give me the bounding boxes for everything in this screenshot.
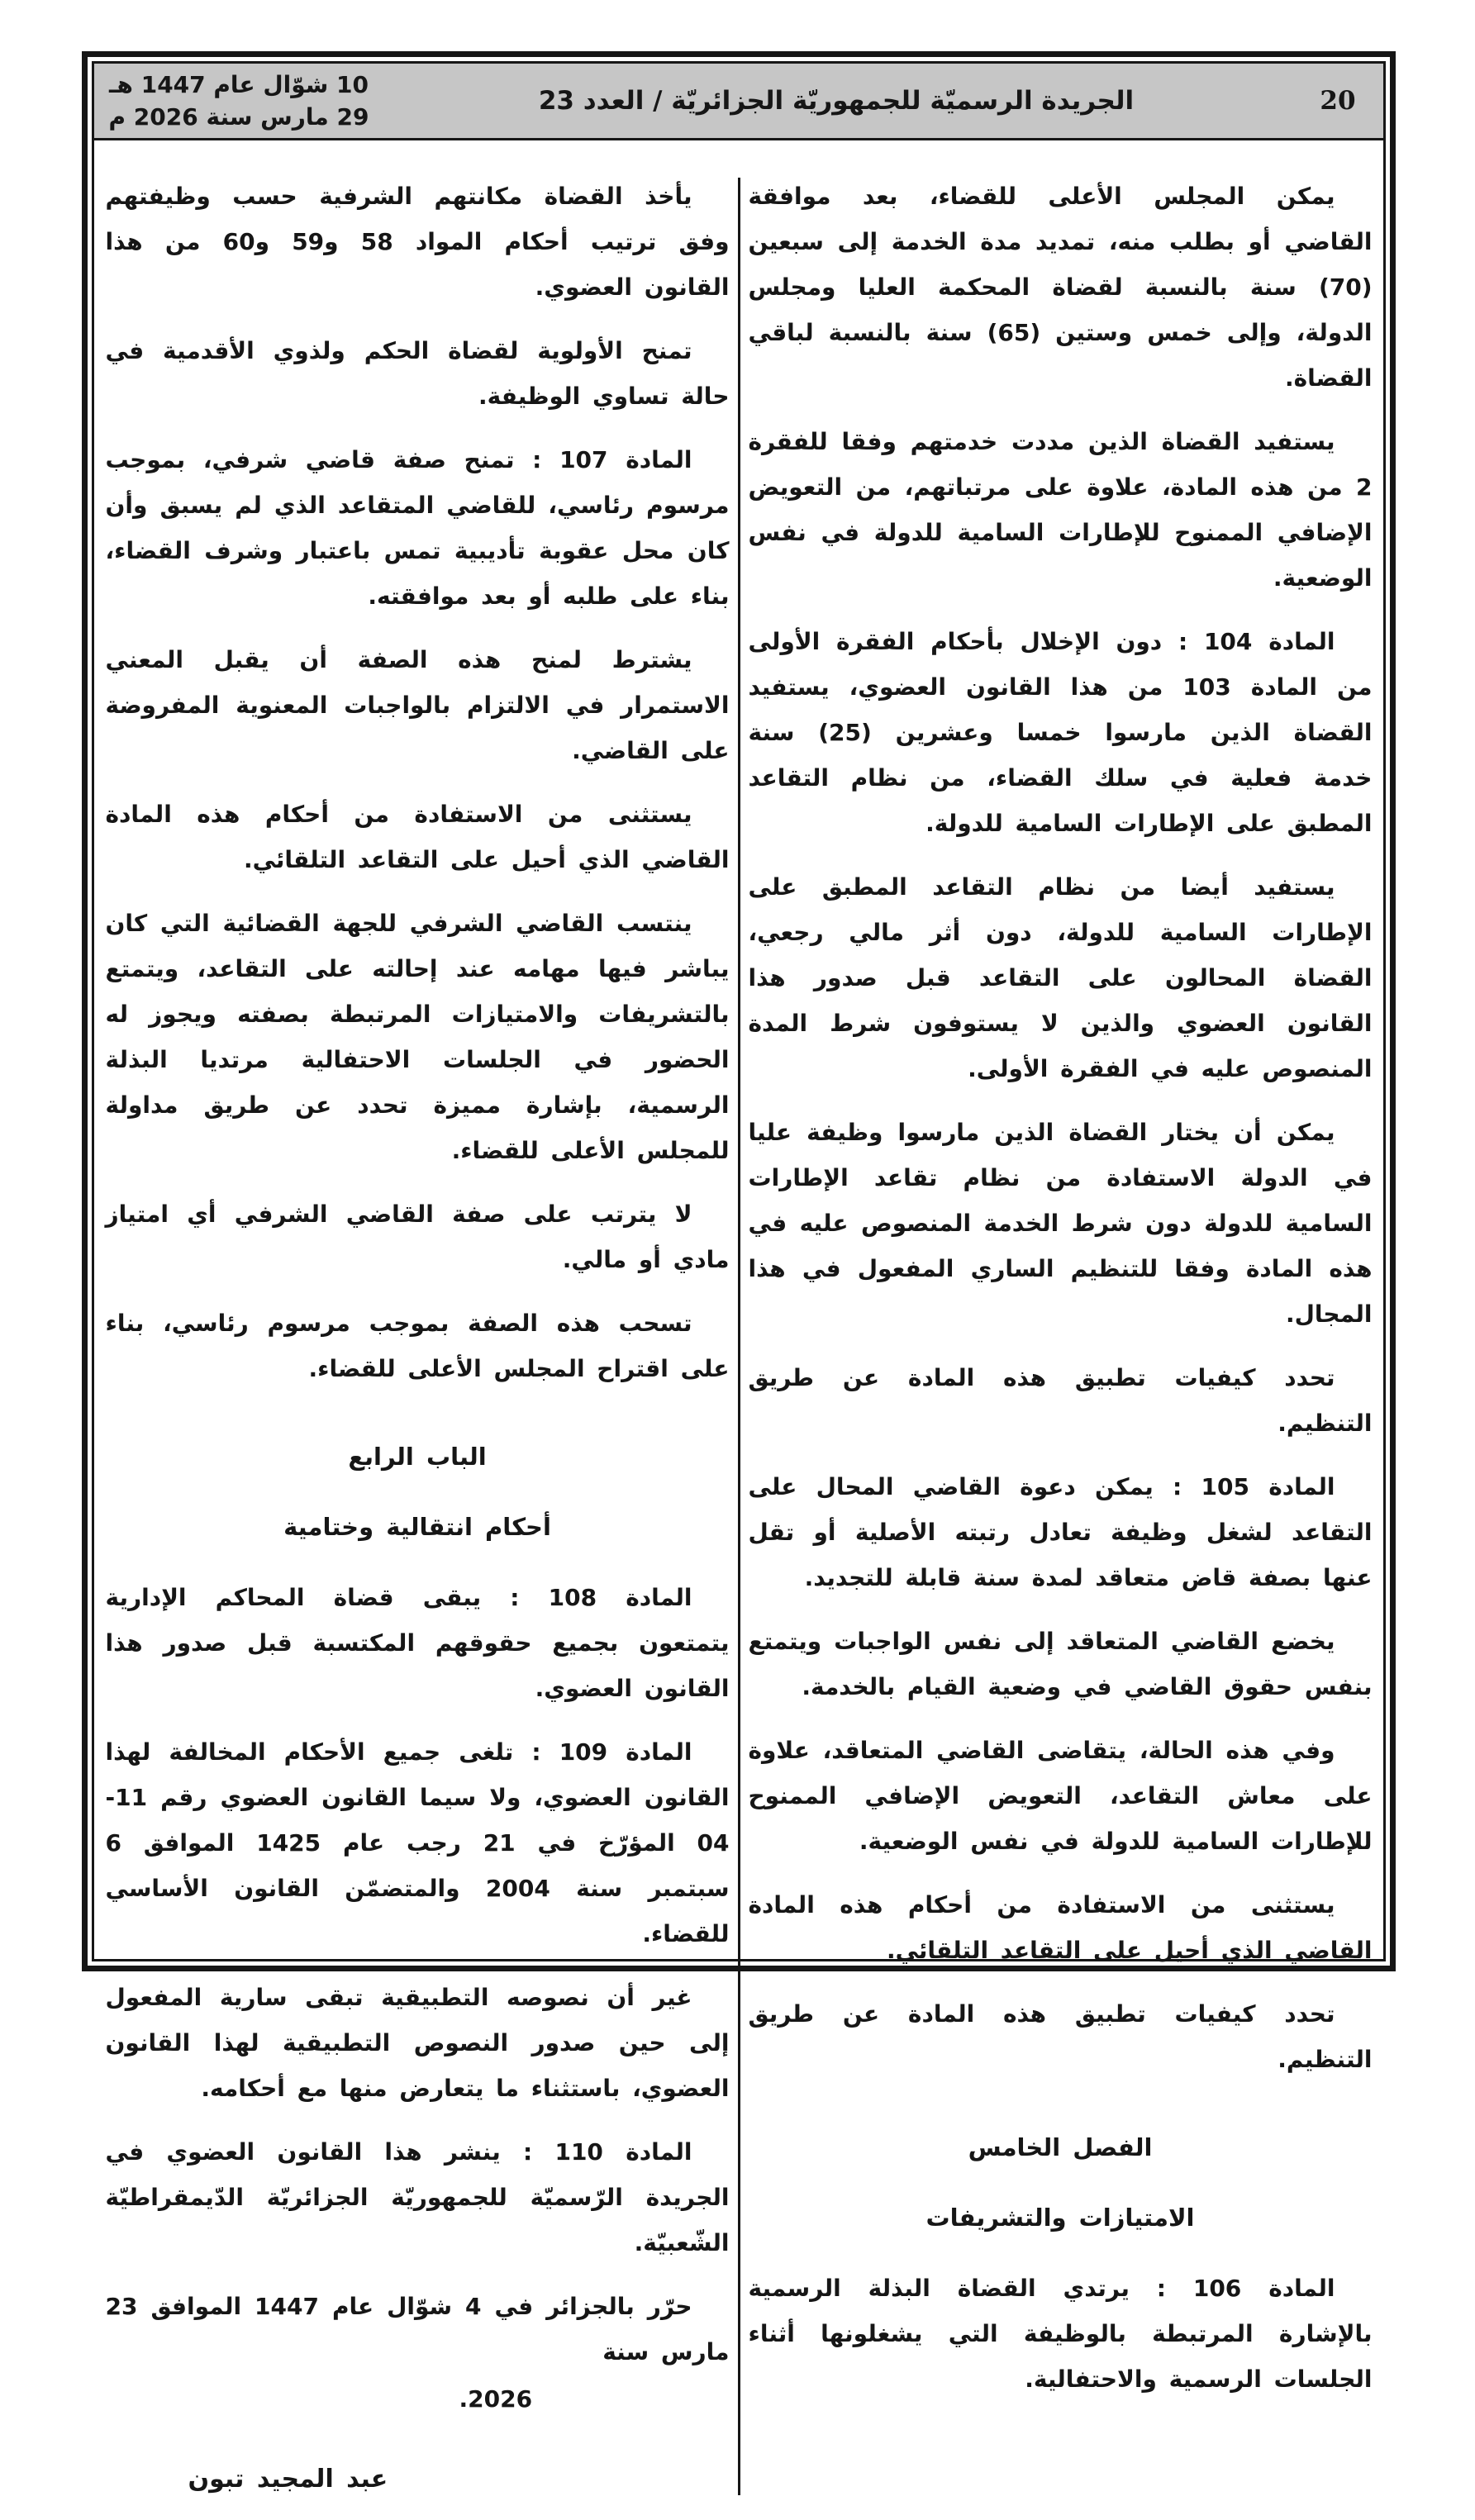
article-paragraph: المادة 104 : دون الإخلال بأحكام الفقرة الأولى من المادة 103 من هذا القانون العضوي، يستفيد القضاة الذين مارسوا خمسا وعشرين (25) سنة خدمة فعلية في سلك القضاء، من نظام التقاعد المطبق على الإطارات السامية للدولة.	[748, 628, 1373, 837]
paragraph: تحدد كيفيات تطبيق هذه المادة عن طريق التنظيم.	[748, 1364, 1373, 1437]
page-frame	[82, 51, 1396, 2494]
page-frame-inner	[92, 61, 1386, 2494]
article-number: المادة 105 :	[1153, 1473, 1335, 1500]
column-right	[749, 140, 1373, 2520]
header-bar	[94, 64, 1383, 140]
article-number: المادة 108 :	[481, 1584, 692, 1611]
paragraph: تحدد كيفيات تطبيق هذه المادة عن طريق التنظيم.	[748, 2000, 1373, 2073]
section-heading: أحكام انتقالية وختامية	[283, 1513, 551, 1541]
paragraph: يخضع القاضي المتعاقد إلى نفس الواجبات ويتمتع بنفس حقوق القاضي في وضعية القيام بالخدمة.	[748, 1628, 1373, 1700]
article-paragraph: المادة 109 : تلغى جميع الأحكام المخالفة لهذا القانون العضوي، ولا سيما القانون العضوي رقم 11-04 المؤرّخ في 21 رجب عام 1425 الموافق 6 سبتمبر سنة 2004 والمتضمّن القانون الأساسي للقضاء.	[105, 1738, 730, 1947]
section-heading: الامتيازات والتشريفات	[925, 2204, 1195, 2232]
year-line: 2026.	[459, 2385, 533, 2413]
signature: عبد المجيد تبون	[188, 2465, 388, 2494]
paragraph: يأخذ القضاة مكانتهم الشرفية حسب وظيفتهم وفق ترتيب أحكام المواد 58 و59 و60 من هذا القانون العضوي.	[105, 183, 730, 301]
header-dates	[94, 69, 380, 133]
paragraph: تمنح الأولوية لقضاة الحكم ولذوي الأقدمية في حالة تساوي الوظيفة.	[105, 337, 730, 410]
paragraph: ينتسب القاضي الشرفي للجهة القضائية التي كان يباشر فيها مهامه عند إحالته على التقاعد، ويتمتع بالتشريفات والامتيازات المرتبطة بصفته ويجوز له الحضور في الجلسات الاحتفالية مرتديا البذلة الرسمية، بإشارة مميزة تحدد عن طريق مداولة للمجلس الأعلى للقضاء.	[105, 910, 730, 1164]
article-paragraph: المادة 108 : يبقى قضاة المحاكم الإدارية يتمتعون بجميع حقوقهم المكتسبة قبل صدور هذا القانون العضوي.	[105, 1584, 730, 1702]
paragraph: يستثنى من الاستفادة من أحكام هذه المادة القاضي الذي أحيل على التقاعد التلقائي.	[748, 1891, 1373, 1964]
column-left	[106, 140, 730, 2520]
article-paragraph: المادة 106 : يرتدي القضاة البذلة الرسمية بالإشارة المرتبطة بالوظيفة التي يشغلونها أثناء الجلسات الرسمية والاحتفالية.	[748, 2275, 1373, 2393]
paragraph: يشترط لمنح هذه الصفة أن يقبل المعني الاستمرار في الالتزام بالواجبات المعنوية المفروضة على القاضي.	[105, 646, 730, 764]
paragraph: لا يترتب على صفة القاضي الشرفي أي امتياز مادي أو مالي.	[105, 1201, 730, 1273]
article-number: المادة 110 :	[500, 2138, 692, 2166]
article-paragraph: المادة 107 : تمنح صفة قاضي شرفي، بموجب مرسوم رئاسي، للقاضي المتقاعد الذي لم يسبق وأن كان محل عقوبة تأديبية تمس باعتبار وشرف القضاء، بناء على طلبه أو بعد موافقته.	[105, 446, 730, 610]
page-content	[94, 140, 1383, 2520]
page-number: 20	[1320, 86, 1356, 116]
paragraph: وفي هذه الحالة، يتقاضى القاضي المتعاقد، علاوة على معاش التقاعد، التعويض الإضافي الممنوح للإطارات السامية للدولة في نفس الوضعية.	[748, 1737, 1373, 1855]
paragraph: يستفيد أيضا من نظام التقاعد المطبق على الإطارات السامية للدولة، دون أثر مالي رجعي، القضاة المحالون على التقاعد قبل صدور هذا القانون العضوي والذين لا يستوفون شرط المدة المنصوص عليه في الفقرة الأولى.	[748, 873, 1373, 1082]
article-number: المادة 109 :	[513, 1738, 692, 1766]
article-paragraph: المادة 105 : يمكن دعوة القاضي المحال على التقاعد لشغل وظيفة تعادل رتبته الأصلية أو تقل عنها بصفة قاض متعاقد لمدة سنة قابلة للتجديد.	[748, 1473, 1373, 1591]
section-heading: الباب الرابع	[348, 1443, 487, 1471]
article-paragraph: المادة 110 : ينشر هذا القانون العضوي في الجريدة الرّسميّة للجمهوريّة الجزائريّة الدّيمقراطيّة الشّعبيّة.	[105, 2138, 730, 2256]
column-divider	[738, 178, 740, 2495]
section-heading: الفصل الخامس	[968, 2133, 1153, 2161]
paragraph: يمكن أن يختار القضاة الذين مارسوا وظيفة عليا في الدولة الاستفادة من نظام تقاعد الإطارات السامية للدولة دون شرط الخدمة المنصوص عليه في هذه المادة وفقا للتنظيم الساري المفعول في هذا المجال.	[748, 1119, 1373, 1328]
article-number: المادة 104 :	[1162, 628, 1335, 655]
hijri-date: 10 شوّال عام 1447 هـ	[108, 71, 369, 98]
journal-title: الجريدة الرسميّة للجمهوريّة الجزائريّة / العدد 23	[538, 86, 1135, 116]
paragraph: تسحب هذه الصفة بموجب مرسوم رئاسي، بناء على اقتراح المجلس الأعلى للقضاء.	[105, 1310, 730, 1382]
paragraph: يستثنى من الاستفادة من أحكام هذه المادة القاضي الذي أحيل على التقاعد التلقائي.	[105, 801, 730, 873]
paragraph: يمكن المجلس الأعلى للقضاء، بعد موافقة القاضي أو بطلب منه، تمديد مدة الخدمة إلى سبعين (70) سنة بالنسبة لقضاة المحكمة العليا ومجلس الدولة، وإلى خمس وستين (65) سنة بالنسبة لباقي القضاة.	[748, 183, 1373, 392]
article-number: المادة 106 :	[1129, 2275, 1335, 2302]
article-number: المادة 107 :	[514, 446, 692, 473]
closing-line: حرّر بالجزائر في 4 شوّال عام 1447 الموافق 23 مارس سنة	[105, 2293, 730, 2365]
gregorian-date: 29 مارس سنة 2026 م	[108, 103, 369, 131]
paragraph: غير أن نصوصه التطبيقية تبقى سارية المفعول إلى حين صدور النصوص التطبيقية لهذا القانون العضوي، باستثناء ما يتعارض منها مع أحكامه.	[105, 1984, 730, 2102]
paragraph: يستفيد القضاة الذين مددت خدمتهم وفقا للفقرة 2 من هذه المادة، علاوة على مرتباتهم، من التعويض الإضافي الممنوح للإطارات السامية للدولة في نفس الوضعية.	[748, 428, 1373, 592]
